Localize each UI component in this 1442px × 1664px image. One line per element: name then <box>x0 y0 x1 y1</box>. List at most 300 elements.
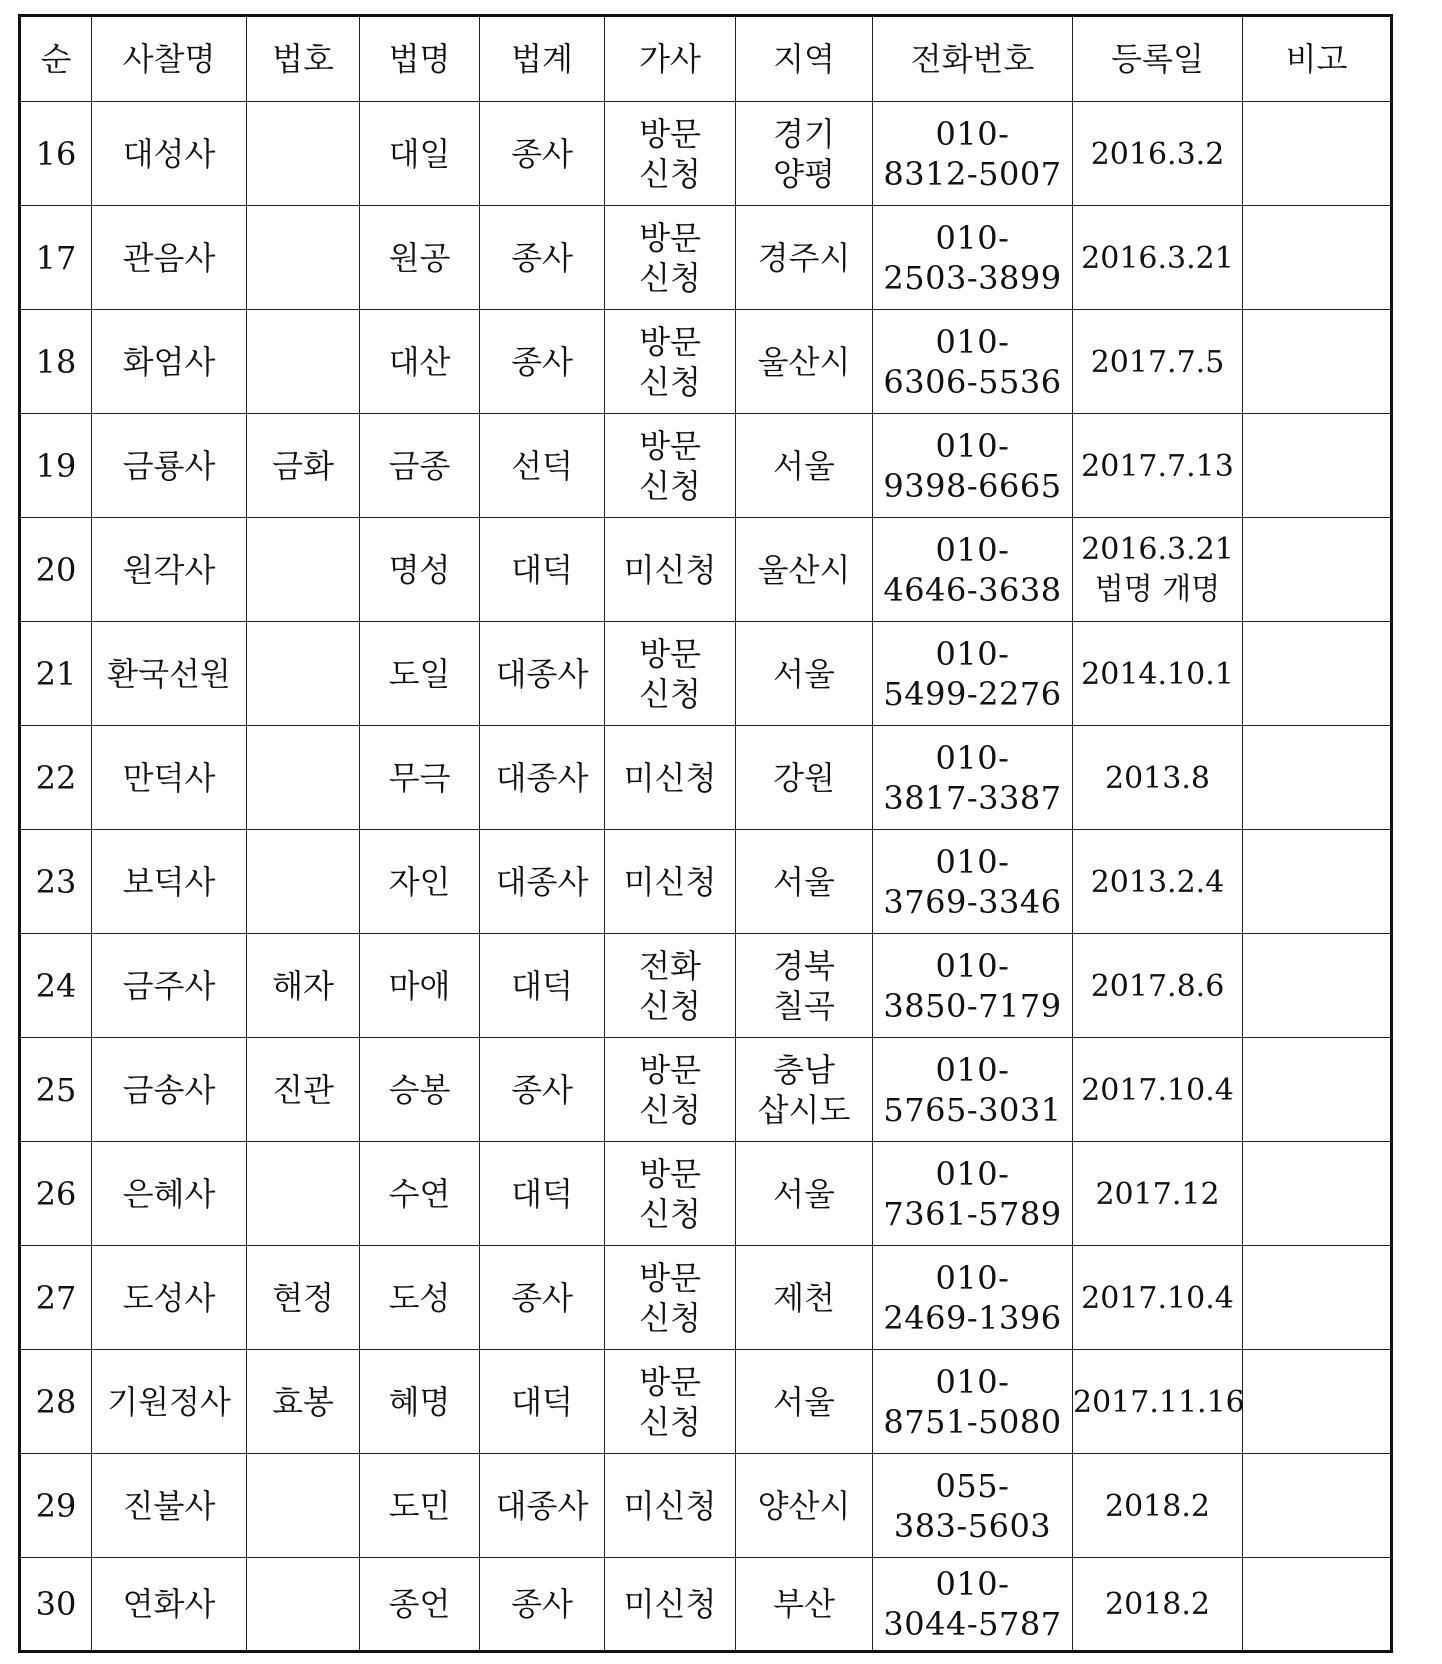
cell-temple-name <box>92 1246 247 1350</box>
cell-beopmyeong-text: 대산 <box>388 342 451 381</box>
cell-gasa <box>605 1350 736 1454</box>
cell-temple-name <box>92 310 247 414</box>
cell-beopmyeong <box>360 310 480 414</box>
cell-note <box>1243 1038 1392 1142</box>
cell-gasa-text: 방문 신청 <box>639 1050 701 1129</box>
cell-phone <box>873 310 1073 414</box>
cell-phone-text: 055- 383-5603 <box>893 1466 1052 1545</box>
cell-gasa-text: 미신청 <box>623 550 717 589</box>
cell-beopho-text: 효봉 <box>272 1382 334 1421</box>
cell-number <box>20 830 92 934</box>
cell-gasa-text: 방문 신청 <box>639 1154 701 1233</box>
cell-phone-text: 010- 3817-3387 <box>883 738 1062 817</box>
cell-number-text: 19 <box>35 446 77 485</box>
cell-registration-date <box>1073 1454 1243 1558</box>
cell-number <box>20 102 92 206</box>
cell-gasa <box>605 414 736 518</box>
column-header-beopgye: 법계 <box>480 16 605 102</box>
cell-temple-name-text: 진불사 <box>122 1486 216 1525</box>
table-row <box>20 206 1392 310</box>
cell-temple-name <box>92 726 247 830</box>
cell-beopgye <box>480 1246 605 1350</box>
cell-region <box>736 1454 873 1558</box>
cell-beopmyeong <box>360 726 480 830</box>
cell-registration-date-text: 2017.8.6 <box>1090 968 1225 1004</box>
cell-registration-date <box>1073 518 1243 622</box>
cell-temple-name <box>92 518 247 622</box>
cell-temple-name-text: 만덕사 <box>122 758 216 797</box>
cell-temple-name-text: 원각사 <box>122 550 216 589</box>
cell-beopho <box>247 518 360 622</box>
cell-beopgye-text: 종사 <box>511 342 573 381</box>
cell-region-text: 경주시 <box>757 238 851 277</box>
cell-registration-date-text: 2017.11.16 <box>1073 1384 1245 1420</box>
cell-beopmyeong-text: 도민 <box>388 1486 451 1525</box>
cell-beopgye <box>480 934 605 1038</box>
cell-phone-text: 010- 2503-3899 <box>883 218 1062 297</box>
cell-beopgye <box>480 726 605 830</box>
cell-number-text: 20 <box>35 550 77 589</box>
cell-phone <box>873 518 1073 622</box>
cell-temple-name-text: 보덕사 <box>122 862 216 901</box>
cell-phone-text: 010- 2469-1396 <box>883 1258 1062 1337</box>
cell-region-text: 제천 <box>773 1278 835 1317</box>
cell-beopmyeong <box>360 622 480 726</box>
cell-region-text: 경기 양평 <box>773 114 835 193</box>
cell-beopho <box>247 1038 360 1142</box>
cell-region-text: 서울 <box>773 862 835 901</box>
cell-note <box>1243 1454 1392 1558</box>
cell-number <box>20 1246 92 1350</box>
cell-registration-date <box>1073 1142 1243 1246</box>
cell-gasa <box>605 1558 736 1652</box>
cell-temple-name-text: 환국선원 <box>107 654 231 693</box>
cell-gasa-text: 방문 신청 <box>639 218 701 297</box>
cell-registration-date <box>1073 622 1243 726</box>
column-header-region: 지역 <box>736 16 873 102</box>
column-header-beopho: 법호 <box>247 16 360 102</box>
cell-temple-name <box>92 414 247 518</box>
cell-number-text: 30 <box>35 1585 77 1623</box>
temple-registry-sheet <box>18 14 1390 1643</box>
cell-beopmyeong <box>360 414 480 518</box>
cell-gasa <box>605 830 736 934</box>
table-row <box>20 518 1392 622</box>
table-row <box>20 622 1392 726</box>
cell-number <box>20 1454 92 1558</box>
cell-gasa <box>605 622 736 726</box>
cell-beopho <box>247 1454 360 1558</box>
cell-beopho <box>247 1350 360 1454</box>
cell-beopgye <box>480 1558 605 1652</box>
cell-region <box>736 1142 873 1246</box>
cell-temple-name-text: 도성사 <box>122 1278 216 1317</box>
cell-number <box>20 1558 92 1652</box>
cell-temple-name-text: 연화사 <box>122 1585 216 1623</box>
cell-beopho-text: 해자 <box>272 966 334 1005</box>
cell-phone-text: 010- 3044-5787 <box>883 1565 1062 1643</box>
cell-temple-name <box>92 830 247 934</box>
cell-registration-date-text: 2017.10.4 <box>1081 1280 1234 1316</box>
cell-temple-name <box>92 1350 247 1454</box>
cell-region <box>736 310 873 414</box>
cell-phone <box>873 102 1073 206</box>
cell-number-text: 25 <box>35 1070 77 1109</box>
cell-temple-name <box>92 1454 247 1558</box>
cell-registration-date <box>1073 726 1243 830</box>
cell-gasa <box>605 518 736 622</box>
cell-note <box>1243 1142 1392 1246</box>
cell-beopho <box>247 830 360 934</box>
cell-phone <box>873 206 1073 310</box>
cell-beopho <box>247 310 360 414</box>
cell-beopgye-text: 종사 <box>511 1585 573 1623</box>
cell-beopho <box>247 622 360 726</box>
cell-beopgye <box>480 102 605 206</box>
cell-gasa <box>605 1142 736 1246</box>
cell-beopho-text: 금화 <box>272 446 334 485</box>
cell-temple-name <box>92 622 247 726</box>
cell-phone <box>873 934 1073 1038</box>
cell-number-text: 27 <box>35 1278 77 1317</box>
cell-gasa-text: 방문 신청 <box>639 1362 701 1441</box>
cell-beopmyeong-text: 자인 <box>388 862 451 901</box>
cell-gasa-text: 방문 신청 <box>639 322 701 401</box>
cell-number <box>20 934 92 1038</box>
cell-number <box>20 1038 92 1142</box>
cell-gasa <box>605 1454 736 1558</box>
cell-gasa <box>605 206 736 310</box>
cell-beopmyeong-text: 마애 <box>388 966 451 1005</box>
cell-beopgye-text: 대종사 <box>495 862 589 901</box>
cell-beopmyeong <box>360 1350 480 1454</box>
cell-registration-date <box>1073 1246 1243 1350</box>
column-header-temple-name: 사찰명 <box>92 16 247 102</box>
cell-region <box>736 1558 873 1652</box>
cell-beopgye-text: 대종사 <box>495 758 589 797</box>
cell-number <box>20 414 92 518</box>
table-row <box>20 1350 1392 1454</box>
cell-beopgye <box>480 206 605 310</box>
cell-beopmyeong <box>360 206 480 310</box>
cell-phone-text: 010- 5499-2276 <box>883 634 1062 713</box>
cell-beopmyeong <box>360 1038 480 1142</box>
cell-region-text: 강원 <box>773 758 835 797</box>
cell-phone <box>873 1350 1073 1454</box>
cell-region-text: 충남 삽시도 <box>757 1050 851 1129</box>
cell-region-text: 서울 <box>773 654 835 693</box>
cell-registration-date <box>1073 414 1243 518</box>
cell-beopho <box>247 934 360 1038</box>
header-row <box>20 16 1392 102</box>
cell-phone <box>873 414 1073 518</box>
cell-registration-date <box>1073 1350 1243 1454</box>
cell-region-text: 울산시 <box>757 550 851 589</box>
cell-beopgye-text: 종사 <box>511 1278 573 1317</box>
cell-gasa-text: 전화 신청 <box>639 946 701 1025</box>
cell-gasa-text: 미신청 <box>623 1486 717 1525</box>
cell-beopgye-text: 선덕 <box>511 446 573 485</box>
table-row <box>20 1142 1392 1246</box>
cell-number <box>20 310 92 414</box>
cell-number-text: 29 <box>35 1486 77 1525</box>
cell-temple-name-text: 기원정사 <box>107 1382 231 1421</box>
cell-beopgye-text: 대덕 <box>511 1174 573 1213</box>
cell-beopho <box>247 1142 360 1246</box>
cell-registration-date-text: 2017.12 <box>1095 1176 1220 1212</box>
cell-beopgye <box>480 310 605 414</box>
cell-beopmyeong <box>360 102 480 206</box>
cell-region <box>736 1246 873 1350</box>
cell-beopho-text: 현정 <box>272 1278 334 1317</box>
cell-phone-text: 010- 7361-5789 <box>883 1154 1062 1233</box>
cell-temple-name <box>92 102 247 206</box>
cell-beopgye-text: 대덕 <box>511 1382 573 1421</box>
cell-temple-name <box>92 934 247 1038</box>
cell-temple-name <box>92 1142 247 1246</box>
cell-region <box>736 934 873 1038</box>
cell-note <box>1243 310 1392 414</box>
cell-temple-name <box>92 1038 247 1142</box>
cell-gasa <box>605 1038 736 1142</box>
cell-phone <box>873 622 1073 726</box>
cell-temple-name <box>92 206 247 310</box>
cell-beopmyeong-text: 무극 <box>388 758 451 797</box>
cell-region-text: 서울 <box>773 1382 835 1421</box>
cell-temple-name-text: 금주사 <box>122 966 216 1005</box>
table-row <box>20 934 1392 1038</box>
cell-beopmyeong-text: 종언 <box>388 1585 451 1623</box>
cell-phone <box>873 1246 1073 1350</box>
cell-registration-date-text: 2018.2 <box>1105 1488 1210 1524</box>
cell-region <box>736 102 873 206</box>
cell-beopho <box>247 1558 360 1652</box>
cell-region-text: 울산시 <box>757 342 851 381</box>
table-body <box>20 102 1392 1652</box>
cell-beopgye-text: 대덕 <box>511 550 573 589</box>
cell-beopgye <box>480 1454 605 1558</box>
cell-note <box>1243 726 1392 830</box>
cell-number <box>20 518 92 622</box>
cell-region-text: 서울 <box>773 446 835 485</box>
cell-gasa <box>605 1246 736 1350</box>
column-header-beopmyeong: 법명 <box>360 16 480 102</box>
cell-phone <box>873 1038 1073 1142</box>
cell-beopmyeong-text: 도일 <box>388 654 451 693</box>
cell-temple-name-text: 은혜사 <box>122 1174 216 1213</box>
cell-registration-date <box>1073 830 1243 934</box>
cell-beopgye-text: 종사 <box>511 238 573 277</box>
cell-number-text: 28 <box>35 1382 77 1421</box>
cell-gasa <box>605 934 736 1038</box>
cell-beopmyeong-text: 혜명 <box>388 1382 451 1421</box>
cell-phone <box>873 1454 1073 1558</box>
cell-region <box>736 622 873 726</box>
cell-note <box>1243 1246 1392 1350</box>
cell-registration-date <box>1073 102 1243 206</box>
cell-beopmyeong <box>360 1142 480 1246</box>
cell-registration-date <box>1073 206 1243 310</box>
cell-beopmyeong <box>360 934 480 1038</box>
cell-number-text: 21 <box>35 654 77 693</box>
cell-number <box>20 622 92 726</box>
cell-note <box>1243 206 1392 310</box>
cell-beopmyeong-text: 대일 <box>388 134 451 173</box>
cell-beopgye <box>480 1038 605 1142</box>
cell-phone-text: 010- 6306-5536 <box>883 322 1062 401</box>
cell-gasa-text: 미신청 <box>623 862 717 901</box>
cell-phone <box>873 1558 1073 1652</box>
cell-beopmyeong <box>360 518 480 622</box>
table-row <box>20 310 1392 414</box>
cell-phone-text: 010- 4646-3638 <box>883 530 1062 609</box>
cell-registration-date-text: 2017.10.4 <box>1081 1072 1234 1108</box>
cell-region <box>736 1350 873 1454</box>
column-header-number: 순 <box>20 16 92 102</box>
cell-region-text: 부산 <box>773 1585 835 1623</box>
cell-beopho-text: 진관 <box>272 1070 334 1109</box>
cell-number-text: 22 <box>35 758 77 797</box>
cell-note <box>1243 518 1392 622</box>
table-row <box>20 414 1392 518</box>
cell-gasa-text: 방문 신청 <box>639 634 701 713</box>
cell-registration-date-text: 2013.8 <box>1105 760 1210 796</box>
cell-beopmyeong <box>360 830 480 934</box>
cell-note <box>1243 414 1392 518</box>
cell-gasa-text: 방문 신청 <box>639 114 701 193</box>
cell-beopho <box>247 414 360 518</box>
cell-number <box>20 1350 92 1454</box>
cell-beopho <box>247 1246 360 1350</box>
cell-region <box>736 726 873 830</box>
cell-phone-text: 010- 8751-5080 <box>883 1362 1062 1441</box>
table-row <box>20 1246 1392 1350</box>
cell-temple-name-text: 화엄사 <box>122 342 216 381</box>
cell-gasa-text: 방문 신청 <box>639 426 701 505</box>
cell-beopgye-text: 종사 <box>511 1070 573 1109</box>
cell-registration-date-text: 2016.3.2 <box>1090 136 1225 172</box>
cell-note <box>1243 1558 1392 1652</box>
cell-gasa-text: 미신청 <box>623 758 717 797</box>
cell-beopgye <box>480 622 605 726</box>
cell-region <box>736 414 873 518</box>
cell-registration-date-text: 2017.7.5 <box>1090 344 1225 380</box>
cell-beopgye <box>480 1350 605 1454</box>
cell-region <box>736 1038 873 1142</box>
cell-beopmyeong-text: 수연 <box>388 1174 451 1213</box>
cell-beopgye <box>480 414 605 518</box>
table-row <box>20 1558 1392 1652</box>
cell-registration-date-text: 2018.2 <box>1105 1587 1210 1622</box>
cell-note <box>1243 622 1392 726</box>
cell-beopgye <box>480 518 605 622</box>
cell-beopho <box>247 726 360 830</box>
column-header-registration-date: 등록일 <box>1073 16 1243 102</box>
column-header-phone: 전화번호 <box>873 16 1073 102</box>
column-header-note: 비고 <box>1243 16 1392 102</box>
cell-region <box>736 830 873 934</box>
cell-gasa-text: 방문 신청 <box>639 1258 701 1337</box>
cell-beopgye-text: 대종사 <box>495 654 589 693</box>
cell-region <box>736 206 873 310</box>
column-header-gasa: 가사 <box>605 16 736 102</box>
cell-beopmyeong <box>360 1558 480 1652</box>
cell-beopgye <box>480 1142 605 1246</box>
cell-number-text: 26 <box>35 1174 77 1213</box>
cell-registration-date-text: 2016.3.21 <box>1081 240 1234 276</box>
cell-number <box>20 1142 92 1246</box>
cell-beopho <box>247 206 360 310</box>
table-row <box>20 1454 1392 1558</box>
cell-beopmyeong-text: 원공 <box>388 238 451 277</box>
cell-registration-date <box>1073 1558 1243 1652</box>
cell-number <box>20 206 92 310</box>
cell-note <box>1243 1350 1392 1454</box>
cell-region <box>736 518 873 622</box>
cell-beopmyeong-text: 승봉 <box>388 1070 451 1109</box>
cell-phone-text: 010- 5765-3031 <box>883 1050 1062 1129</box>
cell-temple-name-text: 금룡사 <box>122 446 216 485</box>
cell-phone-text: 010- 3769-3346 <box>883 842 1062 921</box>
cell-beopgye-text: 대덕 <box>511 966 573 1005</box>
cell-region-text: 양산시 <box>757 1486 851 1525</box>
cell-beopho <box>247 102 360 206</box>
cell-beopgye-text: 종사 <box>511 134 573 173</box>
cell-beopgye-text: 대종사 <box>495 1486 589 1525</box>
cell-region-text: 서울 <box>773 1174 835 1213</box>
cell-registration-date <box>1073 934 1243 1038</box>
cell-phone <box>873 830 1073 934</box>
cell-registration-date <box>1073 310 1243 414</box>
cell-registration-date-text: 2014.10.1 <box>1081 656 1234 692</box>
cell-beopmyeong-text: 도성 <box>388 1278 451 1317</box>
cell-note <box>1243 102 1392 206</box>
cell-number-text: 24 <box>35 966 77 1005</box>
table-row <box>20 830 1392 934</box>
cell-phone <box>873 726 1073 830</box>
cell-number-text: 23 <box>35 862 77 901</box>
cell-registration-date-text: 2013.2.4 <box>1090 864 1225 900</box>
cell-number <box>20 726 92 830</box>
cell-temple-name-text: 대성사 <box>122 134 216 173</box>
table-row <box>20 1038 1392 1142</box>
cell-temple-name <box>92 1558 247 1652</box>
cell-number-text: 18 <box>35 342 77 381</box>
cell-phone <box>873 1142 1073 1246</box>
cell-number-text: 16 <box>35 134 77 173</box>
table-row <box>20 102 1392 206</box>
cell-registration-date-text: 2016.3.21 법명 개명 <box>1081 531 1234 607</box>
cell-gasa <box>605 310 736 414</box>
cell-registration-date <box>1073 1038 1243 1142</box>
cell-beopmyeong <box>360 1454 480 1558</box>
cell-beopmyeong <box>360 1246 480 1350</box>
cell-beopmyeong-text: 명성 <box>388 550 451 589</box>
temple-registry-table <box>18 14 1393 1653</box>
table-row <box>20 726 1392 830</box>
cell-registration-date-text: 2017.7.13 <box>1081 448 1234 484</box>
cell-temple-name-text: 금송사 <box>122 1070 216 1109</box>
cell-number-text: 17 <box>35 238 77 277</box>
cell-note <box>1243 830 1392 934</box>
cell-phone-text: 010- 9398-6665 <box>883 426 1062 505</box>
cell-region-text: 경북 칠곡 <box>773 946 835 1025</box>
cell-beopgye <box>480 830 605 934</box>
cell-phone-text: 010- 8312-5007 <box>883 114 1062 193</box>
cell-gasa <box>605 726 736 830</box>
cell-note <box>1243 934 1392 1038</box>
cell-phone-text: 010- 3850-7179 <box>883 946 1062 1025</box>
